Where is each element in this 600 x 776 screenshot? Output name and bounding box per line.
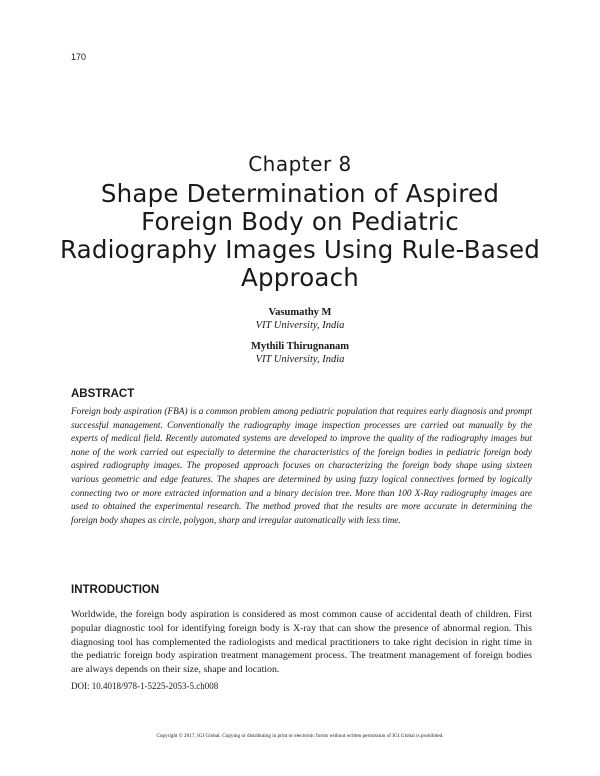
abstract-heading: ABSTRACT [71, 388, 135, 400]
doi-line: DOI: 10.4018/978-1-5225-2053-5.ch008 [71, 681, 219, 691]
author-affiliation: VIT University, India [255, 354, 345, 365]
introduction-text: Worldwide, the foreign body aspiration is considered as most common cause of accidental death of children. First popular diagnostic tool for identifying foreign body is X-ray that can show the presence of abnormal region. This diagnosing tool has complemented the radiologists and medical practitioners to take right decision in right time in the pediatric foreign body aspiration treatment management process. The treatment management of foreign bodies are always depends on their size, shape and location. [71, 609, 532, 676]
author-name: Vasumathy M [268, 307, 332, 318]
abstract-text: Foreign body aspiration (FBA) is a common problem among pediatric population that requires early diagnosis and prompt successful management. Conventionally the radiography image inspection processes are carried out manually by the experts of medical field. Recently automated systems are developed to improve the quality of the radiography images but none of the work carried out especially to determine the characteristics of the foreign bodies in pediatric foreign body aspired radiography images. The proposed approach focuses on characterizing the foreign body shape using sixteen various geometric and edge features. The shapes are determined by using fuzzy logical connectives formed by logically connecting two or more extracted information and a binary decision tree. More than 100 X-Ray radiography images are used to obtained the experimental research. The method proved that the results are more accurate in determining the foreign body shapes as circle, polygon, sharp and irregular automatically with less time. [71, 407, 532, 526]
chapter-title: Shape Determination of Aspired Foreign Body on Pediatric Radiography Images Using Rule-Based Approach [60, 179, 541, 292]
page-number: 170 [71, 52, 87, 62]
author-block [0, 306, 600, 332]
copyright-notice: Copyright © 2017, IGI Global. Copying or distributing in print or electronic forms without written permission of IGI Global is prohibited. [156, 733, 444, 739]
author-name: Mythili Thirugnanam [250, 341, 350, 352]
introduction-heading: INTRODUCTION [71, 584, 160, 596]
author-block [0, 340, 600, 366]
chapter-label: Chapter 8 [248, 152, 352, 176]
author-affiliation: VIT University, India [255, 320, 345, 331]
author-list [0, 306, 600, 366]
